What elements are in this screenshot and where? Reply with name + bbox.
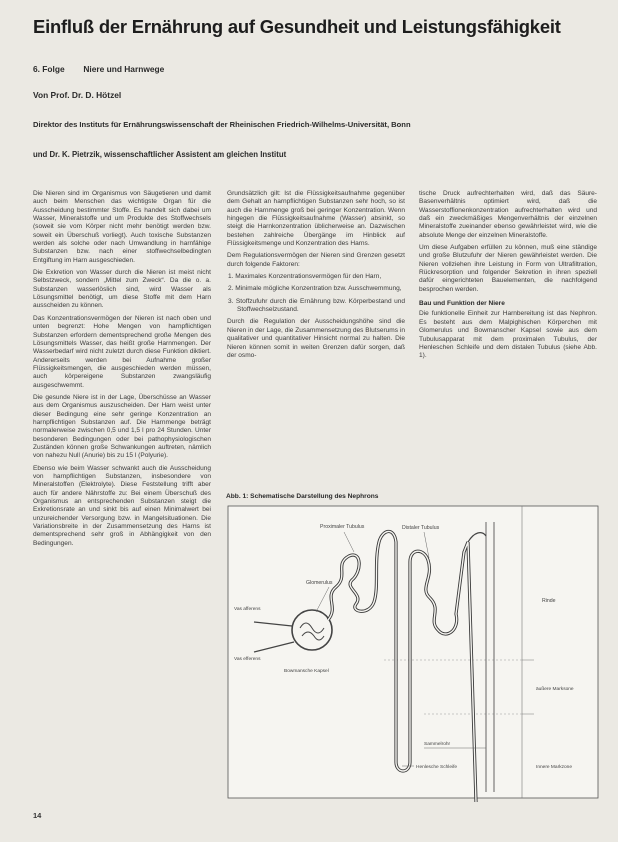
paragraph: Die gesunde Niere ist in der Lage, Überschüsse an Wasser aus dem Organismus auszuscheiden. Der Harn weist unter dieser Bedingung eine sehr geringe Konzentration an harnpflichtigen Substanzen auf. Die Harnmenge beträgt normalerweise zwischen 0,5 und 1,5 l pro 24 Stunden. Unter besonderen Bedingungen oder bei pathophysiologischen Zuständen können große Schwankungen auftreten, nämlich von nahezu Null (Anurie) bis zu 15 l (Polyurie). [33, 393, 211, 460]
author-secondary: und Dr. K. Pietrzik, wissenschaftlicher Assistent am gleichen Institut [33, 150, 287, 159]
label-vas-afferens: Vas afferens [234, 607, 261, 612]
series-line [33, 64, 164, 74]
label-vas-efferens: Vas efferens [234, 657, 261, 662]
article-title: Einfluß der Ernährung auf Gesundheit und Leistungsfähigkeit [33, 16, 561, 37]
author-primary: Von Prof. Dr. D. Hötzel [33, 90, 122, 100]
paragraph: Grundsätzlich gilt: Ist die Flüssigkeitsaufnahme gegenüber dem Gehalt an harnpflichtigen Substanzen sehr hoch, so ist auch die Harnmenge groß bei geringer Konzentration. Wenn hingegen die Flüssigkeitsaufnahme (Wasser) absinkt, so steigt die Harnkonzentration üblicherweise an. Dazwischen bestehen zahlreiche Übergänge im Hinblick auf Flüssigkeitsmenge und Konzentration des Harns. [227, 190, 405, 248]
nephron-diagram [224, 502, 608, 802]
list-item: 3. Stoffzufuhr durch die Ernährung bzw. Körperbestand und Stoffwechselzustand. [228, 297, 405, 314]
paragraph: Das Konzentrationsvermögen der Nieren ist nach oben und unten begrenzt: Hohe Mengen von harnpflichtigen Substanzen erfordern dementsprechend große Mengen des Lösungsmittels Wasser, das heißt große Harnmengen. Der Wasserbedarf wird nicht zuletzt durch diese Funktion diktiert. Andererseits werden bei Aufnahme großer Flüssigkeitsmengen, die ausgeschieden werden müssen, auch körpereigene Substanzen zwangsläufig ausgeschwemmt. [33, 314, 211, 389]
paragraph: tische Druck aufrechterhalten wird, daß das Säure-Basenverhältnis optimiert wird, daß die Wasserstoffionenkonzentration aufrechterhalten wird und daß ein zweckmäßiges Mengenverhältnis der einzelnen Mineralstoffe zueinander ebenso gewährleistet wird, wie die absolute Menge der einzelnen Mineralstoffe. [419, 190, 597, 239]
paragraph: Dem Regulationsvermögen der Nieren sind Grenzen gesetzt durch folgende Faktoren: [227, 252, 405, 268]
label-distal: Distaler Tubulus [402, 525, 440, 531]
label-glomerulus: Glomerulus [306, 580, 333, 586]
series-label: 6. Folge [33, 64, 65, 74]
paragraph: Die Nieren sind im Organismus von Säugetieren und damit auch beim Menschen das wichtigste Organ für die Ausscheidung bestimmter Stoffe. Es handelt sich dabei um Wasser, Mineralstoffe und um Produkte des Stoffwechsels (soweit sie vom Körper nicht mehr benötigt werden bzw. soweit ein Überschuß vorliegt). Auch toxische Substanzen werden als solche oder nach Umwandlung in harnfähige Substanzen bzw. nach einer stoffwechselbedingten Entgiftung im Harn ausgeschieden. [33, 190, 211, 264]
column-3 [419, 190, 597, 365]
series-topic: Niere und Harnwege [83, 64, 165, 74]
label-sammelrohr: Sammelrohr [424, 742, 451, 747]
paragraph: Die funktionelle Einheit zur Harnbereitung ist das Nephron. Es besteht aus dem Malpighischen Körperchen mit Glomerulus und Bowmanscher Kapsel sowie aus dem Tubulusapparat mit dem proximalen Tubulus, der Henleschen Schleife und dem distalen Tubulus (siehe Abb. 1). [419, 310, 597, 360]
nephron-figure [224, 502, 608, 802]
column-2 [227, 190, 405, 364]
label-proximal: Proximaler Tubulus [320, 524, 365, 530]
paragraph: Ebenso wie beim Wasser schwankt auch die Ausscheidung von harnpflichtigen Substanzen, insbesondere von Mineralstoffen (Elektrolyte). Diese Feststellung trifft aber auch für andere Nährstoffe zu: Bei einem Überschuß des Organismus an entsprechenden Substanzen steigt die Exkretionsrate an und sinkt bis auf einen Minimalwert bei unzureichender Versorgung bzw. in Mangelsituationen. Die Variationsbreite in der Zusammensetzung des Harns ist dementsprechend sehr groß in Abhängigkeit von den Bedingungen. [33, 464, 211, 547]
paragraph: Um diese Aufgaben erfüllen zu können, muß eine ständige und große Blutzufuhr der Nieren gewährleistet werden. Die Nieren vollziehen ihre Leistung in Form von Ultrafiltration, Rückresorption und folgender Sekretion in ihren speziell dafür eingerichteten Bauelementen, die nachfolgend besprochen werden. [419, 244, 597, 293]
paragraph: Durch die Regulation der Ausscheidungshöhe sind die Nieren in der Lage, die Zusammensetzung des Blutserums in qualitativer und quantitativer Hinsicht normal zu halten. Die Nieren können somit in weiten Grenzen dafür sorgen, daß der osmo- [227, 318, 405, 359]
figure-caption: Abb. 1: Schematische Darstellung des Nephrons [226, 493, 379, 500]
label-henle: Henlesche Schleife [416, 765, 458, 770]
list-item: 1. Maximales Konzentrationsvermögen für den Harn, [228, 273, 382, 281]
label-innenmark: Innere Markzone [536, 765, 572, 770]
label-aussenmark: äußere Marksone [536, 687, 574, 692]
column-1 [33, 190, 211, 552]
paragraph: Die Exkretion von Wasser durch die Nieren ist meist nicht Selbstzweck, sondern „Mittel zum Zweck“. Da die o. a. Substanzen wasserlöslich sind, wird Wasser als Lösungsmittel benötigt, um diese Stoffe mit dem Harn ausscheiden zu können. [33, 269, 211, 310]
author-affiliation: Direktor des Instituts für Ernährungswissenschaft der Rheinischen Friedrich-Wilhelms-Universität, Bonn [33, 120, 411, 129]
label-bowman: Bowmansche Kapsel [284, 669, 329, 674]
page-number: 14 [33, 811, 42, 820]
list-item: 2. Minimale mögliche Konzentration bzw. Ausschwemmung, [228, 285, 402, 293]
figure-frame [228, 506, 598, 798]
section-heading: Bau und Funktion der Niere [419, 300, 505, 308]
label-rinde: Rinde [542, 598, 556, 604]
